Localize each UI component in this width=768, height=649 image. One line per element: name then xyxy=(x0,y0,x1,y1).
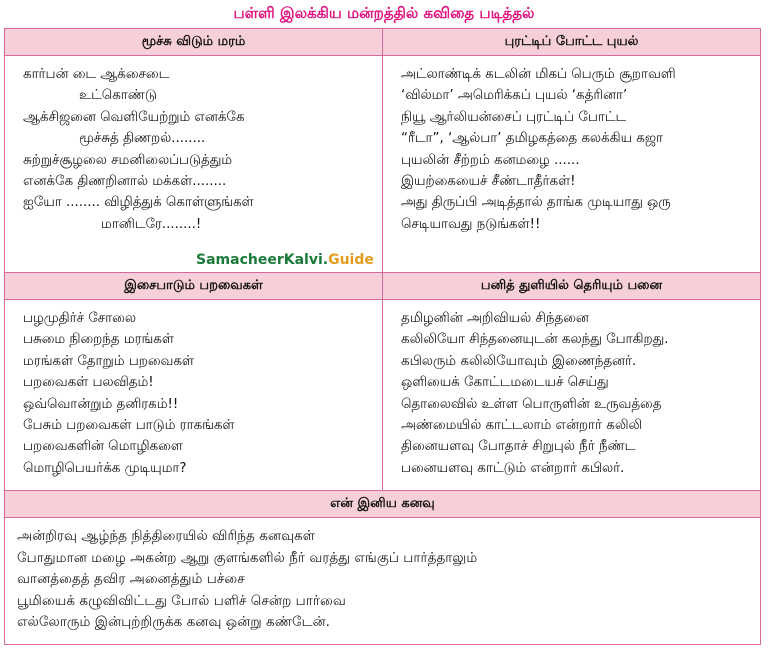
poem-line: பனையளவு காட்டும் என்றார் கபிலர். xyxy=(401,460,625,476)
poem-line: பசுமை நிறைந்த மரங்கள் xyxy=(23,332,174,348)
poem-line: உட்கொண்டு xyxy=(79,88,157,104)
table-row xyxy=(5,491,760,644)
poem-line: பேசும் பறவைகள் பாடும் ராகங்கள் xyxy=(23,418,235,434)
poem-line: போதுமான மழை அகன்ற ஆறு குளங்களில் நீர் வரத்து எங்குப் பார்த்தாலும் xyxy=(17,549,478,566)
poem-line: நியூ ஆர்லியன்சைப் புரட்டிப் போட்ட xyxy=(401,109,627,125)
poem-line: மானிடரே........! xyxy=(101,216,202,232)
poem-line: அட்லாண்டிக் கடலின் மிகப் பெரும் சூறாவளி xyxy=(401,67,676,82)
poem-line: அண்மையில் காட்டலாம் என்றார் கலிலி xyxy=(401,418,643,434)
poem-line: மரங்கள் தோறும் பறவைகள் xyxy=(23,353,194,369)
poem-cell-storm xyxy=(382,29,760,272)
watermark-suffix: Guide xyxy=(328,252,374,268)
poem-line: வானத்தைத் தவிர அனைத்தும் பச்சை xyxy=(17,571,245,588)
poem-line: எல்லோரும் இன்புற்றிருக்க கனவு ஒன்று கண்டேன். xyxy=(17,614,330,631)
table-row xyxy=(5,273,760,491)
poem-cell-breathing-tree xyxy=(5,29,382,272)
poem-line: பழமுதிர்ச் சோலை xyxy=(23,311,136,326)
poem-body xyxy=(5,518,760,638)
poem-line: கார்பன் டை ஆக்சைடை xyxy=(23,67,170,82)
poem-line: எனக்கே திணறினால் மக்கள்........ xyxy=(23,174,227,190)
poem-line: ஆக்சிஜனை வெளியேற்றும் எனக்கே xyxy=(23,109,245,125)
poem-line: ஐயோ ........ விழித்துக் கொள்ளுங்கள் xyxy=(23,195,254,211)
poem-line: தொலைவில் உள்ள பொருளின் உருவத்தை xyxy=(401,396,662,412)
poem-line: ஒளியைக் கோட்டமடையச் செய்து xyxy=(401,375,609,391)
poem-cell-birds xyxy=(5,273,382,490)
poem-line: அன்றிரவு ஆழ்ந்த நித்திரையில் விரிந்த கனவுகள் xyxy=(17,528,316,544)
poem-line: கலிலியோ சிந்தனையுடன் கலந்து போகிறது. xyxy=(401,332,669,348)
poem-line: பறவைகள் பலவிதம்! xyxy=(23,375,154,391)
poem-line: சுற்றுச்சூழலை சமனிலைப்படுத்தும் xyxy=(23,152,233,168)
poem-line: தினையளவு போதாச் சிறுபுல் நீர் நீண்ட xyxy=(401,439,636,455)
poem-line: அது திருப்பி அடித்தால் தாங்க முடியாது ஒரு xyxy=(401,195,671,211)
table-row xyxy=(5,29,760,273)
poem-line: மூச்சுத் திணறல்........ xyxy=(79,131,206,147)
poem-line: இயற்கையைச் சீண்டாதீர்கள்! xyxy=(401,174,576,190)
poem-line: பறவைகளின் மொழிகளை xyxy=(23,439,183,455)
poem-cell-dream xyxy=(5,491,760,644)
poem-heading: புரட்டிப் போட்ட புயல் xyxy=(383,29,760,56)
poem-line: புயலின் சீற்றம் கனமழை ...... xyxy=(401,152,580,168)
page-title: பள்ளி இலக்கிய மன்றத்தில் கவிதை படித்தல் xyxy=(233,4,535,22)
poem-line: ஒவ்வொன்றும் தனிரகம்!! xyxy=(23,396,179,412)
poem-body xyxy=(383,56,760,239)
poem-cell-palm xyxy=(382,273,760,490)
poem-line: பூமியைக் கழுவிவிட்டது போல் பளிச் சென்ற பார்வை xyxy=(17,592,346,609)
poem-line: செடியாவது நடுங்கள்!! xyxy=(401,216,541,232)
poem-line: மொழிபெயர்க்க முடியுமா? xyxy=(23,460,187,476)
watermark-brand: SamacheerKalvi. xyxy=(196,252,329,268)
poem-heading: பனித் துளியில் தெரியும் பனை xyxy=(383,273,760,300)
poem-table xyxy=(4,28,761,645)
watermark-logo xyxy=(196,252,374,268)
poem-body xyxy=(5,300,382,483)
poem-line: ‘வில்மா’ அமெரிக்கப் புயல் ‘கத்ரினா’ xyxy=(401,88,628,104)
poem-heading: என் இனிய கனவு xyxy=(5,491,760,518)
poem-body xyxy=(383,300,760,483)
poem-body xyxy=(5,56,382,239)
poem-heading: மூச்சு விடும் மரம் xyxy=(5,29,382,56)
poem-heading: இசைபாடும் பறவைகள் xyxy=(5,273,382,300)
poem-line: “ரீடா”, ‘ஆல்பா’ தமிழகத்தை கலக்கிய கஜா xyxy=(401,131,664,147)
poem-line: கபிலரும் கலிலியோவும் இணைந்தனர். xyxy=(401,353,637,369)
poem-line: தமிழனின் அறிவியல் சிந்தனை xyxy=(401,311,589,326)
